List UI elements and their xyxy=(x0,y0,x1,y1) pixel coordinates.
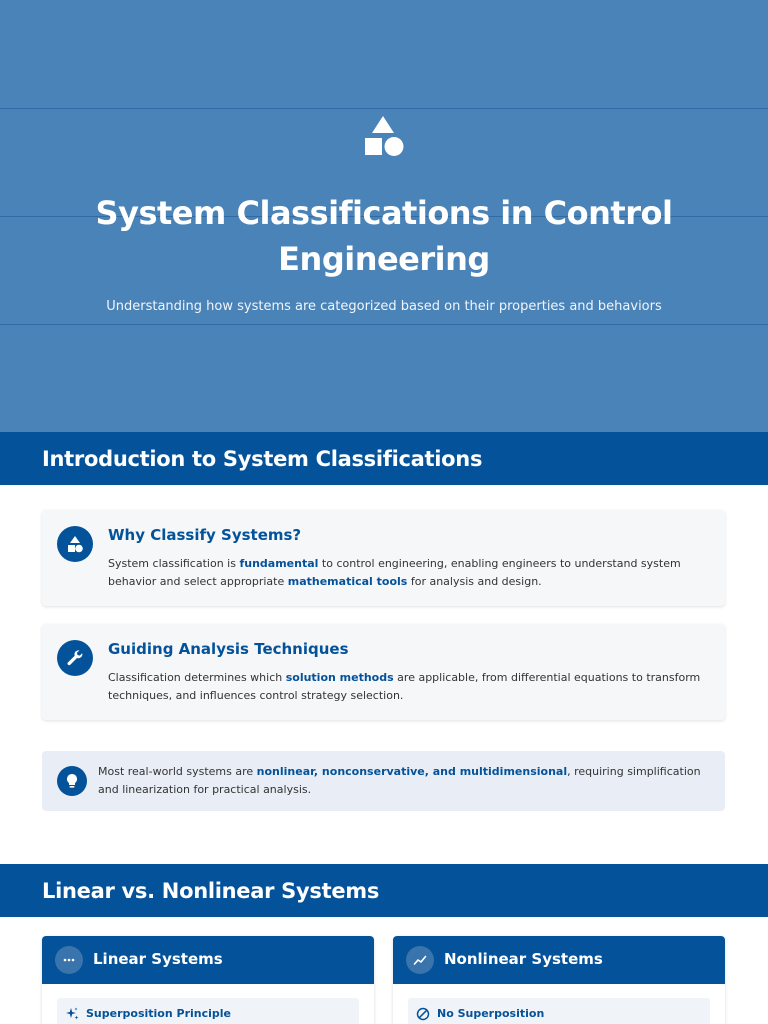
property-item xyxy=(57,998,359,1024)
ban-icon xyxy=(416,1007,430,1021)
highlight: nonlinear, nonconservative, and multidimensional xyxy=(256,765,568,778)
hero-banner xyxy=(0,0,768,432)
column-nonlinear-systems xyxy=(393,936,725,1024)
ellipsis-icon xyxy=(55,946,83,974)
trend-line-icon xyxy=(406,946,434,974)
lightbulb-icon xyxy=(57,766,87,796)
column-title: Nonlinear Systems xyxy=(444,950,603,968)
card-text: System classification is fundamental to control engineering, enabling engineers to understand system behavior and select appropriate mathematical tools for analysis and design. xyxy=(108,557,681,588)
section-title: Introduction to System Classifications xyxy=(42,447,483,471)
decorative-line xyxy=(0,324,768,325)
note-text: Most real-world systems are nonlinear, nonconservative, and multidimensional, requiring simplification and linearization for practical analysis. xyxy=(98,765,701,796)
highlight: fundamental xyxy=(239,557,319,570)
page-subtitle: Understanding how systems are categorized based on their properties and behaviors xyxy=(106,299,662,314)
shapes-icon xyxy=(57,526,93,562)
note-callout xyxy=(42,751,725,811)
card-title: Why Classify Systems? xyxy=(108,526,302,544)
section-title: Linear vs. Nonlinear Systems xyxy=(42,879,380,903)
page-title: System Classifications in Control Engineering xyxy=(95,194,673,278)
card-text: Classification determines which solution methods are applicable, from differential equations to transform techniques, and influences control strategy selection. xyxy=(108,671,701,702)
highlight: mathematical tools xyxy=(287,575,408,588)
highlight: solution methods xyxy=(285,671,394,684)
property-item xyxy=(408,998,710,1024)
column-title: Linear Systems xyxy=(93,950,223,968)
section-header-intro xyxy=(0,432,768,485)
info-card-analysis-techniques xyxy=(42,624,725,720)
card-title: Guiding Analysis Techniques xyxy=(108,640,349,658)
property-label: No Superposition xyxy=(437,1007,545,1020)
info-card-why-classify xyxy=(42,510,725,606)
section-header-linear xyxy=(0,864,768,917)
column-linear-systems xyxy=(42,936,374,1024)
wrench-icon xyxy=(57,640,93,676)
sparkles-icon xyxy=(65,1007,79,1021)
property-label: Superposition Principle xyxy=(86,1007,231,1020)
decorative-line xyxy=(0,108,768,109)
shapes-icon xyxy=(364,116,404,158)
column-header xyxy=(42,936,374,984)
column-header xyxy=(393,936,725,984)
